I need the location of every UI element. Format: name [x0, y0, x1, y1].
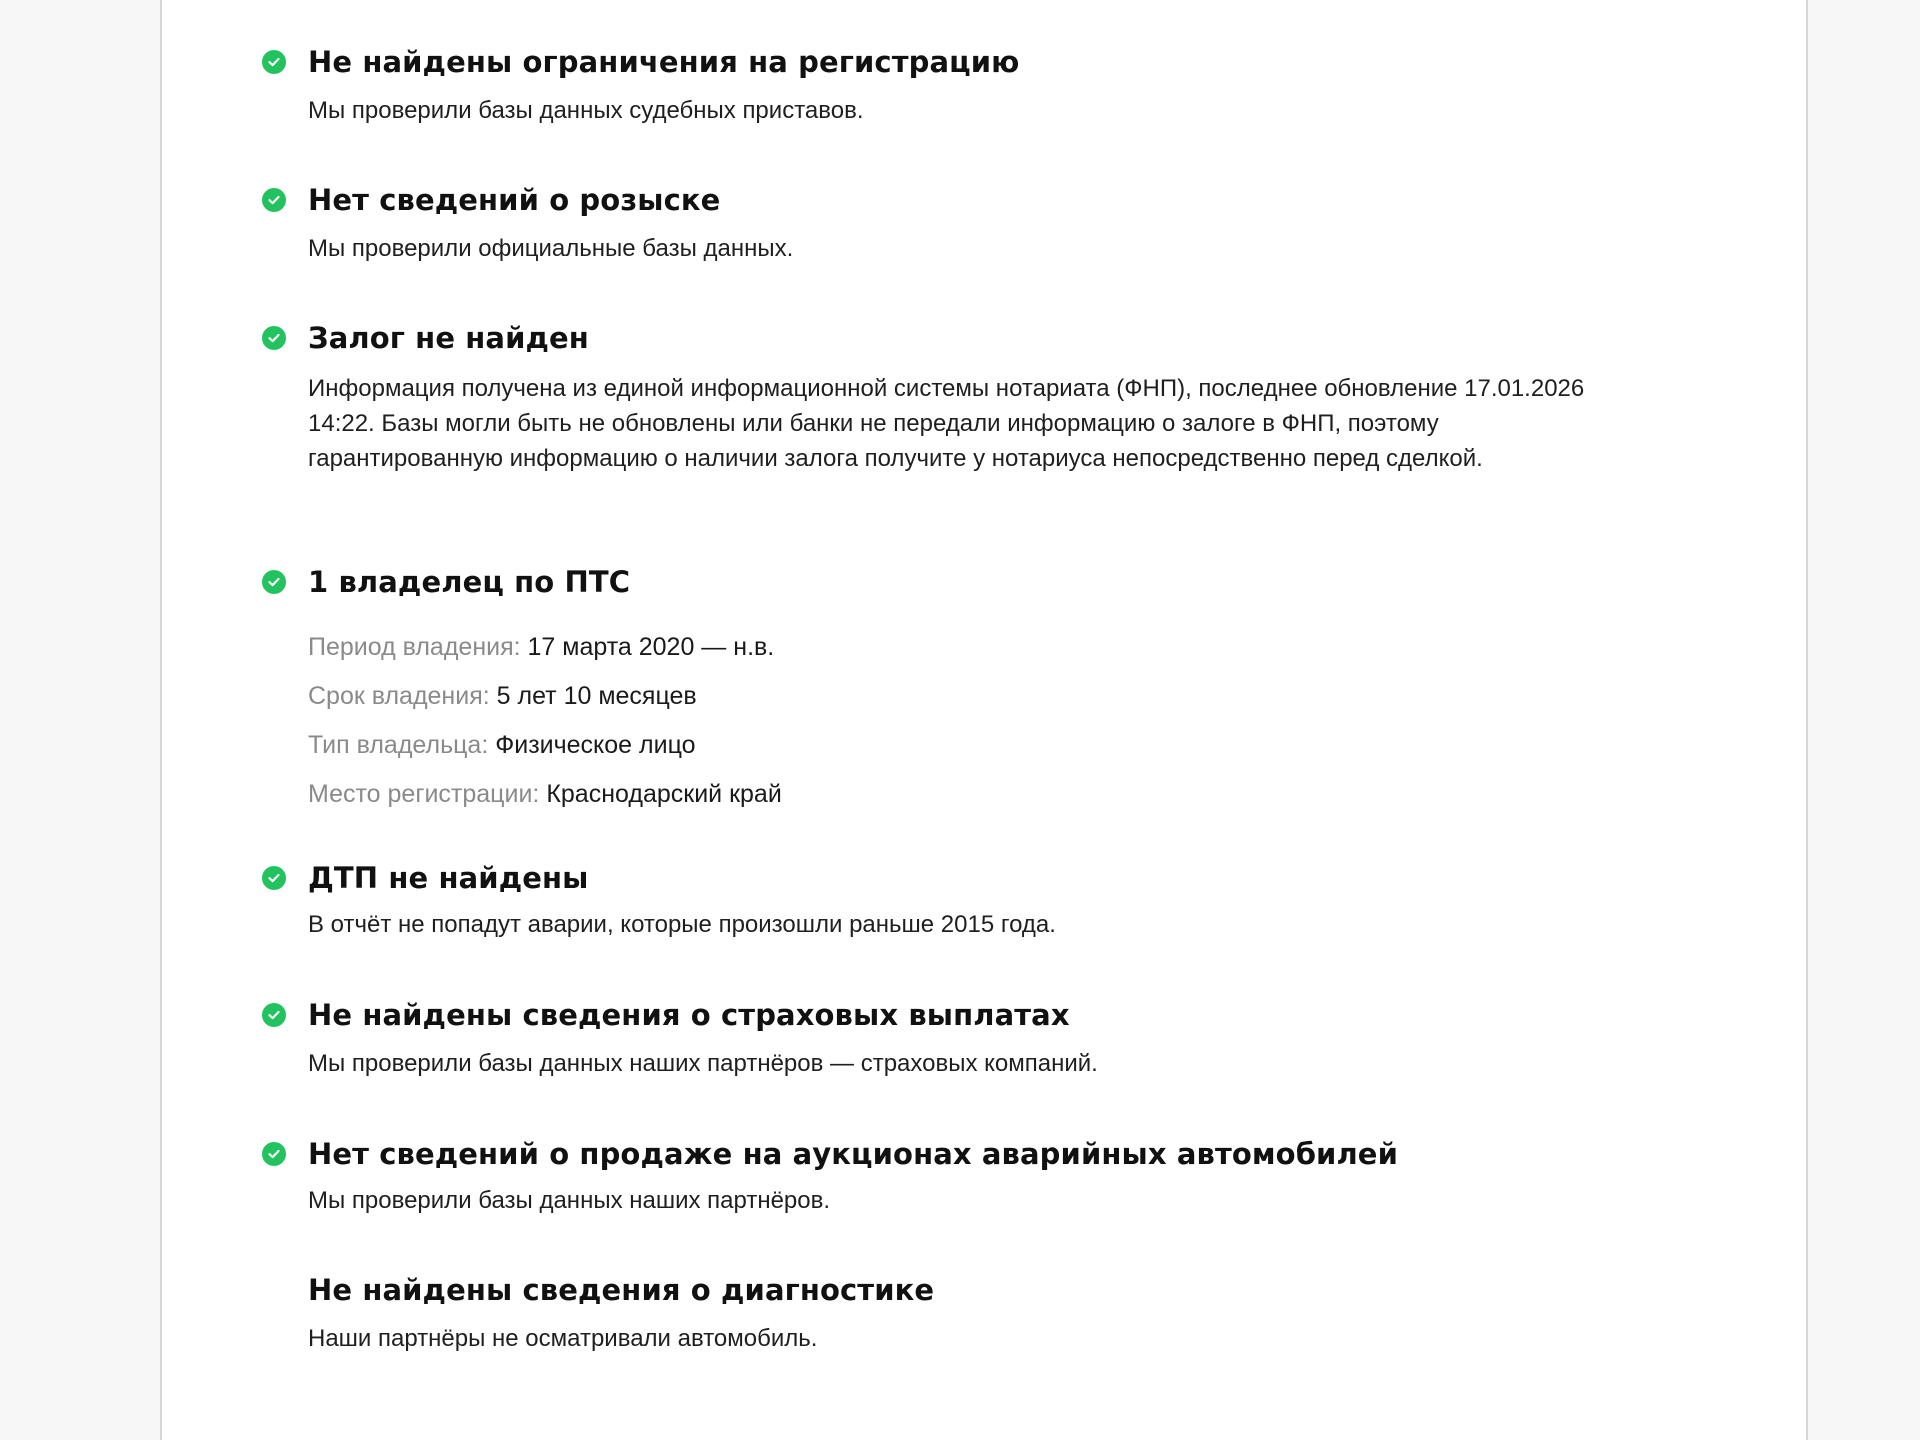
check-circle-icon — [262, 866, 286, 890]
check-description: В отчёт не попадут аварии, которые произошли раньше 2015 года. — [308, 911, 1056, 938]
check-circle-icon — [262, 326, 286, 350]
detail-value: 5 лет 10 месяцев — [496, 682, 697, 710]
detail-owner-type — [308, 730, 1648, 779]
check-circle-icon — [262, 1142, 286, 1166]
check-circle-icon — [262, 1003, 286, 1027]
check-description: Информация получена из единой информационной системы нотариата (ФНП), последнее обновление 17.01.2026 14:22. Базы могли быть не обновлены или банки не передали информацию о залоге в ФНП, поэтому гарантированную информацию о наличии залога получите у нотариуса непосредственно перед сделкой. — [308, 375, 1585, 472]
check-title: ДТП не найдены — [308, 861, 589, 895]
check-item-salvage-auctions — [308, 1137, 1648, 1218]
check-title: Залог не найден — [308, 321, 589, 355]
check-circle-icon — [262, 50, 286, 74]
detail-ownership-period — [308, 632, 1648, 681]
check-title: Не найдены сведения о диагностике — [308, 1273, 935, 1307]
check-title: Нет сведений о розыске — [308, 183, 721, 217]
check-item-pledge — [308, 321, 1648, 476]
check-title: 1 владелец по ПТС — [308, 565, 631, 599]
detail-label: Период владения: — [308, 633, 521, 661]
check-description: Мы проверили базы данных судебных приставов. — [308, 97, 864, 124]
check-description: Мы проверили официальные базы данных. — [308, 235, 794, 262]
check-item-owners — [308, 565, 1648, 828]
detail-label: Место регистрации: — [308, 780, 540, 808]
check-description: Мы проверили базы данных наших партнёров. — [308, 1187, 831, 1214]
detail-label: Срок владения: — [308, 682, 490, 710]
detail-label: Тип владельца: — [308, 731, 489, 759]
owner-details — [308, 632, 1648, 828]
check-item-accidents — [308, 861, 1648, 942]
check-description: Мы проверили базы данных наших партнёров — страховых компаний. — [308, 1050, 1098, 1077]
detail-value: Физическое лицо — [495, 731, 696, 759]
check-item-registration-restrictions — [308, 45, 1648, 128]
check-item-insurance-payouts — [308, 998, 1648, 1081]
check-circle-icon — [262, 570, 286, 594]
check-title: Нет сведений о продаже на аукционах аварийных автомобилей — [308, 1137, 1398, 1171]
detail-value: Краснодарский край — [546, 780, 782, 808]
check-circle-icon — [262, 188, 286, 212]
check-title: Не найдены ограничения на регистрацию — [308, 45, 1020, 79]
check-item-diagnostics — [308, 1273, 1648, 1356]
detail-ownership-duration — [308, 681, 1648, 730]
report-card — [160, 0, 1808, 1440]
check-title: Не найдены сведения о страховых выплатах — [308, 998, 1070, 1032]
check-description: Наши партнёры не осматривали автомобиль. — [308, 1325, 818, 1352]
check-item-wanted — [308, 183, 1648, 266]
detail-registration-place — [308, 779, 1648, 828]
detail-value: 17 марта 2020 — н.в. — [527, 633, 775, 661]
